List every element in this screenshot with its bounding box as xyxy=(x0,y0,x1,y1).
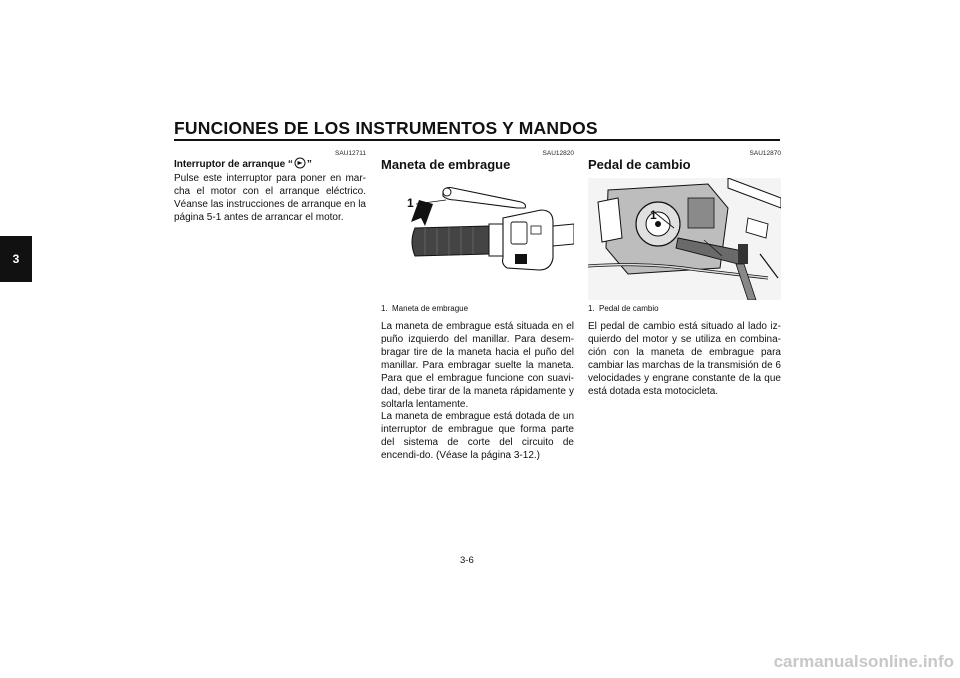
shift-pedal-title: Pedal de cambio xyxy=(588,157,691,172)
section-code: SAU12711 xyxy=(335,150,366,157)
shift-pedal-figure xyxy=(588,178,781,300)
heading-text: Interruptor de arranque xyxy=(174,159,286,170)
shift-pedal-illustration xyxy=(588,178,781,300)
section-code: SAU12820 xyxy=(542,150,574,157)
chapter-tab: 3 xyxy=(0,236,32,282)
caption-number: 1. xyxy=(588,304,595,313)
figure-callout: 1 xyxy=(650,208,657,222)
clutch-lever-figure xyxy=(381,178,574,300)
clutch-lever-title: Maneta de embrague xyxy=(381,157,511,172)
clutch-switch-paragraph: La maneta de embrague está dotada de un interruptor de embrague que forma parte del sistema de corte del circuito de encendi-do. (Véase la página 3-12.) xyxy=(381,411,574,461)
shift-pedal-paragraph: El pedal de cambio está situado al lado iz-quierdo del motor y se utiliza en combina-ción con la maneta de embrague para cambiar las marchas de la transmisión de 6 velocidades y engrane constante de la que está dotada esta motocicleta. xyxy=(588,321,781,397)
quote-close: ” xyxy=(306,159,312,170)
figure-callout: 1 xyxy=(407,196,414,210)
start-switch-paragraph: Pulse este interruptor para poner en mar-cha el motor con el arranque eléctrico. Véanse las instrucciones de arranque en la página 5-1 antes de arrancar el motor. xyxy=(174,173,366,223)
start-switch-heading xyxy=(174,157,312,172)
page-header-title: FUNCIONES DE LOS INSTRUMENTOS Y MANDOS xyxy=(174,118,598,138)
section-code: SAU12870 xyxy=(749,150,781,157)
caption-text: Maneta de embrague xyxy=(392,304,469,313)
clutch-lever-paragraph: La maneta de embrague está situada en el puño izquierdo del manillar. Para desem-bragar tire de la maneta hacia el puño del manillar. Para embragar suelte la maneta. Para que el embrague funcione con suavi-dad, debe tirar de la maneta rápidamente y soltarla lentamente. xyxy=(381,321,574,410)
start-switch-icon xyxy=(293,157,307,172)
quote-open: “ xyxy=(287,159,293,170)
caption-number: 1. xyxy=(381,304,388,313)
figure-caption xyxy=(381,304,468,313)
figure-caption xyxy=(588,304,659,313)
page-number: 3-6 xyxy=(460,555,474,566)
watermark: carmanualsonline.info xyxy=(773,652,954,671)
header-rule xyxy=(174,139,780,141)
caption-text: Pedal de cambio xyxy=(599,304,659,313)
